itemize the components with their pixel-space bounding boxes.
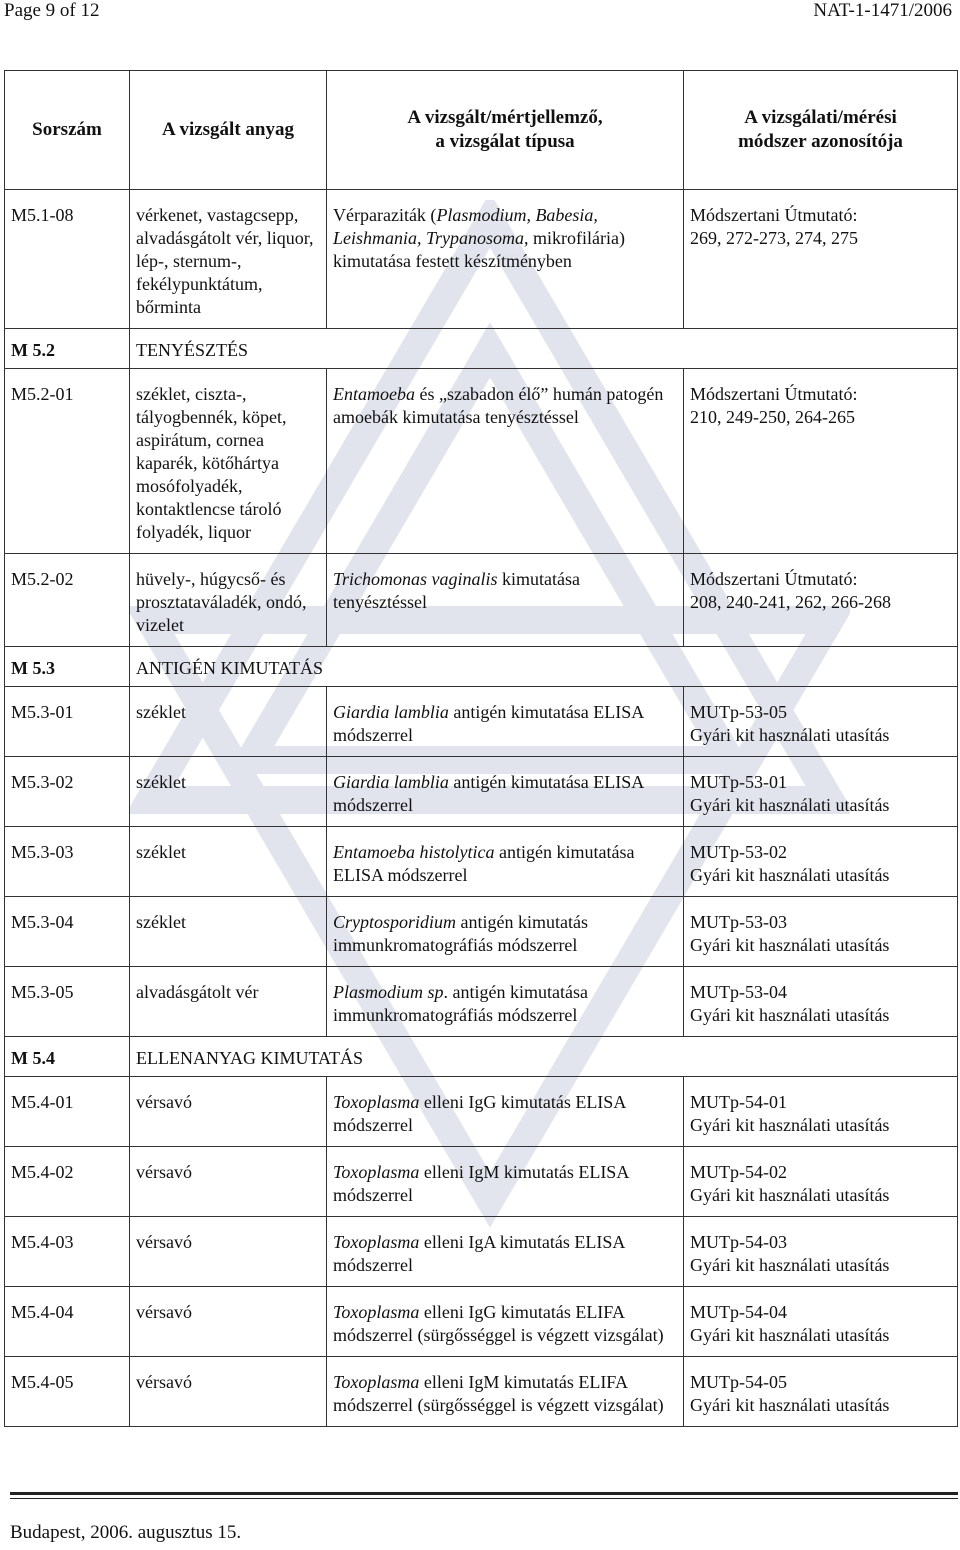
row-method: MUTp-53-03 Gyári kit használati utasítás: [684, 897, 958, 967]
row-code: M5.4-01: [5, 1077, 130, 1147]
table-row: [5, 1357, 958, 1427]
row-method: MUTp-54-02 Gyári kit használati utasítás: [684, 1147, 958, 1217]
row-type: Trichomonas vaginalis kimutatása tenyésztéssel: [327, 554, 684, 647]
row-material: széklet: [130, 897, 327, 967]
section-code: M 5.4: [5, 1037, 130, 1077]
row-method: MUTp-53-04 Gyári kit használati utasítás: [684, 967, 958, 1037]
row-type: Vérparaziták (Plasmodium, Babesia, Leishmania, Trypanosoma, mikrofilária) kimutatása festett készítményben: [327, 190, 684, 329]
row-code: M5.3-01: [5, 687, 130, 757]
row-type: Toxoplasma elleni IgM kimutatás ELISA módszerrel: [327, 1147, 684, 1217]
row-code: M5.2-02: [5, 554, 130, 647]
row-material: vérsavó: [130, 1077, 327, 1147]
table-row: [5, 897, 958, 967]
row-code: M5.4-04: [5, 1287, 130, 1357]
row-method: MUTp-53-02 Gyári kit használati utasítás: [684, 827, 958, 897]
row-method: MUTp-54-03 Gyári kit használati utasítás: [684, 1217, 958, 1287]
document-id: NAT-1-1471/2006: [813, 0, 952, 21]
section-title: ELLENANYAG KIMUTATÁS: [130, 1037, 958, 1077]
row-material: széklet: [130, 827, 327, 897]
row-material: vérsavó: [130, 1217, 327, 1287]
table-row: [5, 827, 958, 897]
row-code: M5.3-05: [5, 967, 130, 1037]
row-material: széklet, ciszta-, tályogbennék, köpet, aspirátum, cornea kaparék, kötőhártya mosófolyadék, kontaktlencse tároló folyadék, liquor: [130, 369, 327, 554]
row-method: Módszertani Útmutató: 210, 249-250, 264-265: [684, 369, 958, 554]
row-code: M5.3-02: [5, 757, 130, 827]
row-type: Toxoplasma elleni IgA kimutatás ELISA módszerrel: [327, 1217, 684, 1287]
row-type: Cryptosporidium antigén kimutatás immunkromatográfiás módszerrel: [327, 897, 684, 967]
row-type: Toxoplasma elleni IgM kimutatás ELIFA módszerrel (sürgősséggel is végzett vizsgálat): [327, 1357, 684, 1427]
row-material: alvadásgátolt vér: [130, 967, 327, 1037]
page-number: Page 9 of 12: [4, 0, 100, 21]
table-row: [5, 967, 958, 1037]
table-row: [5, 190, 958, 329]
row-code: M5.4-05: [5, 1357, 130, 1427]
row-method: MUTp-54-01 Gyári kit használati utasítás: [684, 1077, 958, 1147]
section-row: [5, 647, 958, 687]
col-header-number: Sorszám: [5, 71, 130, 190]
row-code: M5.4-03: [5, 1217, 130, 1287]
row-type: Giardia lamblia antigén kimutatása ELISA módszerrel: [327, 757, 684, 827]
row-material: hüvely-, húgycső- és prosztataváladék, ondó, vizelet: [130, 554, 327, 647]
row-type: Giardia lamblia antigén kimutatása ELISA módszerrel: [327, 687, 684, 757]
section-code: M 5.3: [5, 647, 130, 687]
accreditation-scope-table: [4, 70, 958, 1427]
section-row: [5, 1037, 958, 1077]
row-material: vérsavó: [130, 1147, 327, 1217]
table-row: [5, 369, 958, 554]
footer-rule-thick: [10, 1492, 958, 1495]
col-header-material: A vizsgált anyag: [130, 71, 327, 190]
table-row: [5, 757, 958, 827]
row-material: széklet: [130, 687, 327, 757]
row-type: Entamoeba histolytica antigén kimutatása ELISA módszerrel: [327, 827, 684, 897]
row-code: M5.3-03: [5, 827, 130, 897]
row-code: M5.2-01: [5, 369, 130, 554]
table-row: [5, 687, 958, 757]
footer-rule-thin: [10, 1498, 958, 1499]
row-type: Toxoplasma elleni IgG kimutatás ELISA módszerrel: [327, 1077, 684, 1147]
footer-place-date: Budapest, 2006. augusztus 15.: [10, 1522, 242, 1543]
row-type: Entamoeba és „szabadon élő” humán patogén amoebák kimutatása tenyésztéssel: [327, 369, 684, 554]
row-material: vérkenet, vastagcsepp, alvadásgátolt vér, liquor, lép-, sternum-, fekélypunktátum, bőrminta: [130, 190, 327, 329]
row-method: MUTp-54-05 Gyári kit használati utasítás: [684, 1357, 958, 1427]
row-method: Módszertani Útmutató: 269, 272-273, 274, 275: [684, 190, 958, 329]
col-header-method: A vizsgálati/mérési módszer azonosítója: [684, 71, 958, 190]
row-material: vérsavó: [130, 1357, 327, 1427]
row-material: széklet: [130, 757, 327, 827]
row-code: M5.1-08: [5, 190, 130, 329]
table-header-row: [5, 71, 958, 190]
section-code: M 5.2: [5, 329, 130, 369]
section-title: ANTIGÉN KIMUTATÁS: [130, 647, 958, 687]
row-type: Plasmodium sp. antigén kimutatása immunkromatográfiás módszerrel: [327, 967, 684, 1037]
row-code: M5.3-04: [5, 897, 130, 967]
row-method: Módszertani Útmutató: 208, 240-241, 262, 266-268: [684, 554, 958, 647]
section-row: [5, 329, 958, 369]
table-row: [5, 554, 958, 647]
row-method: MUTp-53-01 Gyári kit használati utasítás: [684, 757, 958, 827]
table-row: [5, 1287, 958, 1357]
table-row: [5, 1217, 958, 1287]
table-row: [5, 1077, 958, 1147]
col-header-type: A vizsgált/mértjellemző, a vizsgálat típusa: [327, 71, 684, 190]
row-method: MUTp-54-04 Gyári kit használati utasítás: [684, 1287, 958, 1357]
section-title: TENYÉSZTÉS: [130, 329, 958, 369]
table-row: [5, 1147, 958, 1217]
row-material: vérsavó: [130, 1287, 327, 1357]
row-code: M5.4-02: [5, 1147, 130, 1217]
row-type: Toxoplasma elleni IgG kimutatás ELIFA módszerrel (sürgősséggel is végzett vizsgálat): [327, 1287, 684, 1357]
row-method: MUTp-53-05 Gyári kit használati utasítás: [684, 687, 958, 757]
